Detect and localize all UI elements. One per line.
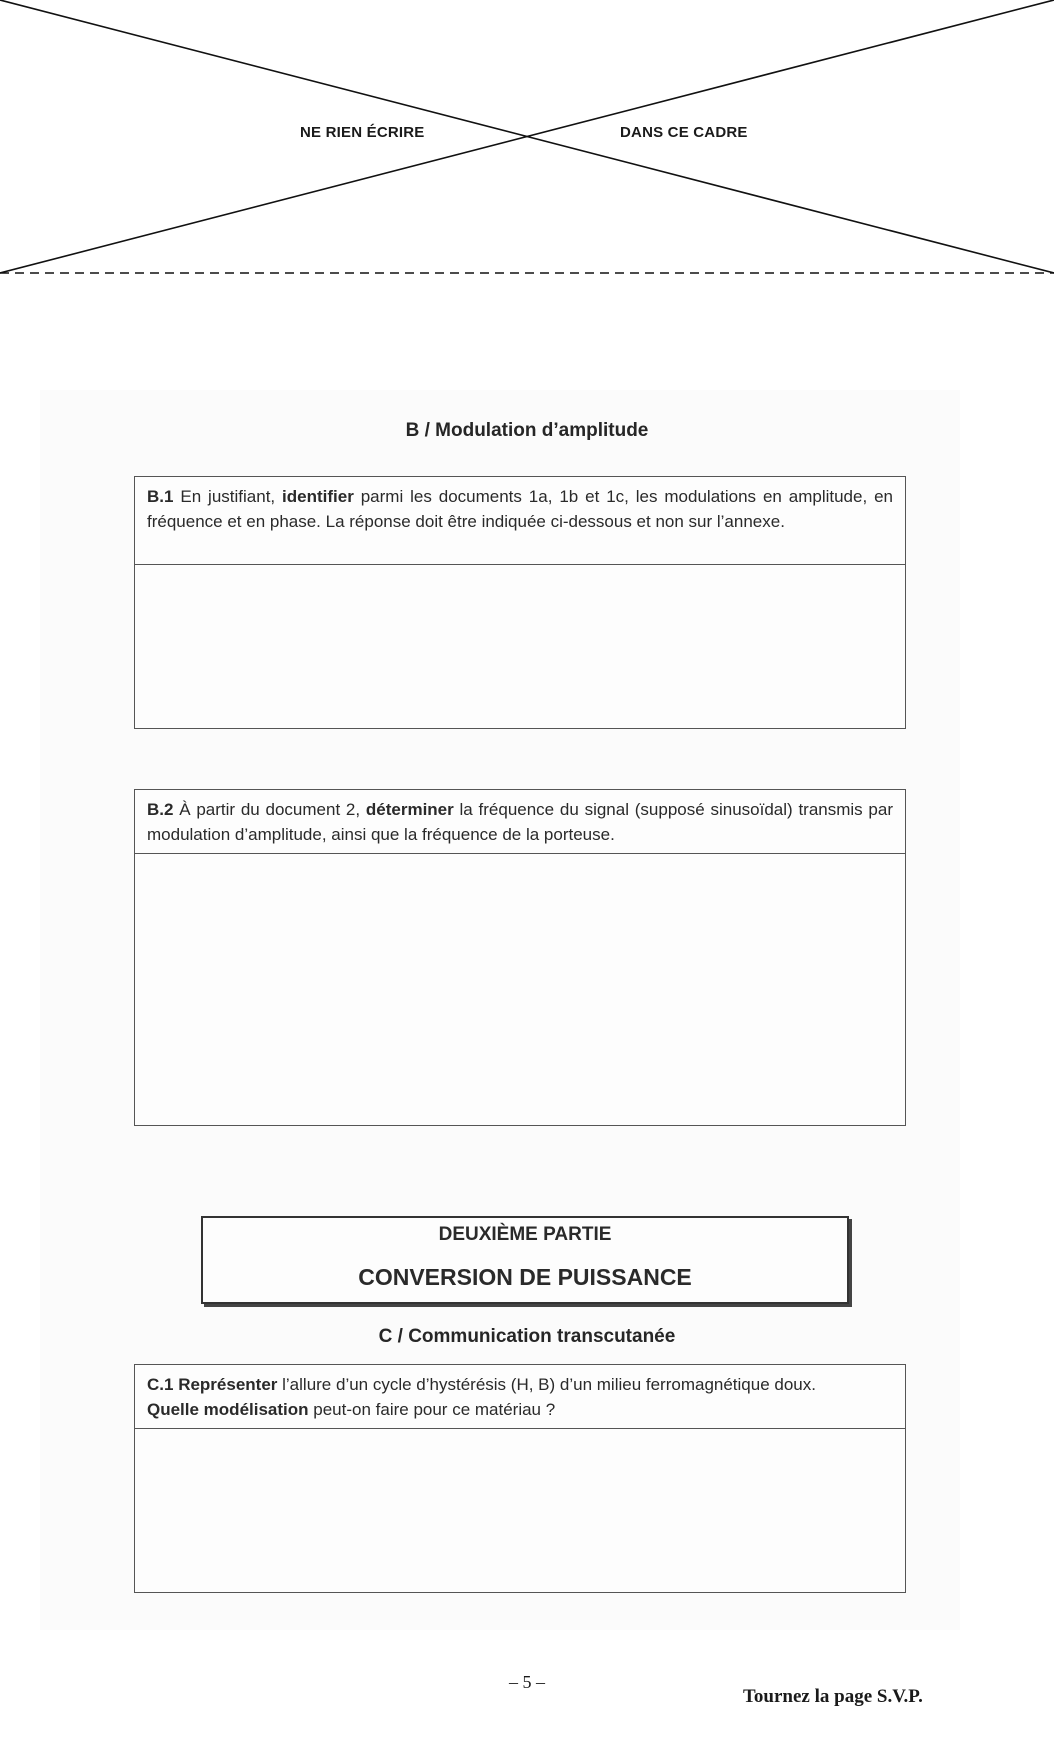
question-c1-verb: Représenter <box>173 1375 278 1394</box>
cadre-label-right: DANS CE CADRE <box>620 124 748 141</box>
question-b2-label: B.2 <box>147 800 174 819</box>
question-c1-verb2: Quelle modélisation <box>147 1400 309 1419</box>
question-c1-body2: peut-on faire pour ce matériau ? <box>308 1400 556 1419</box>
cadre-label-left: NE RIEN ÉCRIRE <box>300 124 425 141</box>
question-c1-text <box>135 1365 905 1429</box>
section-c-title: C / Communication transcutanée <box>378 1326 676 1347</box>
question-c1-box <box>134 1364 906 1593</box>
part-two-title: CONVERSION DE PUISSANCE <box>358 1264 692 1290</box>
turn-page-note: Tournez la page S.V.P. <box>743 1686 923 1707</box>
question-b2-body: la fréquence du signal (supposé sinusoïdal) transmis par modulation d’amplitude, ainsi que la fréquence de la porteuse. <box>147 800 894 844</box>
question-b2-verb: déterminer <box>365 800 454 819</box>
question-b1-pre: En justifiant, <box>173 487 283 506</box>
section-b-title: B / Modulation d’amplitude <box>405 420 649 441</box>
answer-b1-area[interactable] <box>135 565 905 728</box>
question-b1-verb: identifier <box>282 487 354 506</box>
cross-out-frame <box>0 0 1054 280</box>
question-b1-text <box>135 477 905 565</box>
question-b2-pre: À partir du document 2, <box>173 800 366 819</box>
part-two-subtitle: DEUXIÈME PARTIE <box>438 1224 612 1245</box>
answer-c1-area[interactable] <box>135 1429 905 1592</box>
question-b1-body: parmi les documents 1a, 1b et 1c, les modulations en amplitude, en fréquence et en phase. La réponse doit être indiquée ci-dessous et non sur l’annexe. <box>147 487 893 531</box>
question-b2-text <box>135 790 905 854</box>
answer-b2-area[interactable] <box>135 854 905 1125</box>
question-b2-box <box>134 789 906 1126</box>
question-c1-body: l’allure d’un cycle d’hystérésis (H, B) d’un milieu ferromagnétique doux. <box>277 1375 816 1394</box>
part-two-header-box <box>201 1216 849 1304</box>
question-c1-label: C.1 <box>147 1375 174 1394</box>
page-number: – 5 – <box>509 1672 545 1692</box>
question-b1-label: B.1 <box>147 487 174 506</box>
question-b1-box <box>134 476 906 729</box>
